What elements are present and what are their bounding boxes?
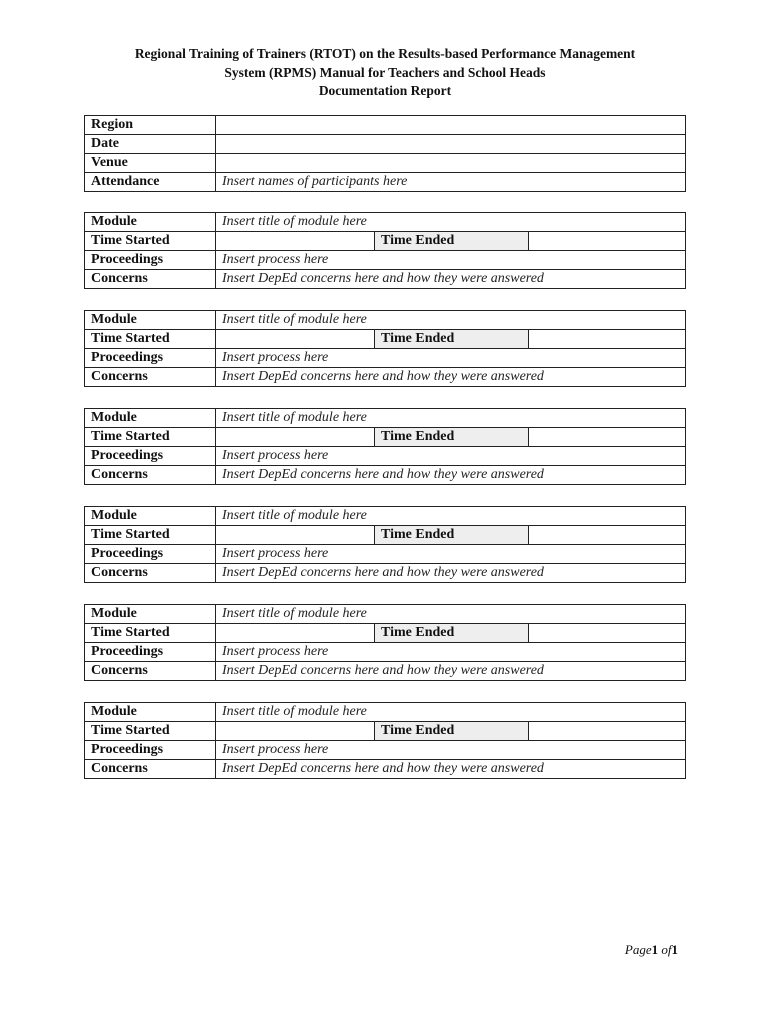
time-row bbox=[85, 428, 686, 447]
module-title-field[interactable]: Insert title of module here bbox=[216, 605, 686, 624]
proceedings-row bbox=[85, 447, 686, 466]
time-ended-label: Time Ended bbox=[375, 428, 529, 447]
venue-label: Venue bbox=[85, 154, 216, 173]
region-row bbox=[85, 116, 686, 135]
time-ended-field[interactable] bbox=[529, 232, 686, 251]
module-row bbox=[85, 311, 686, 330]
proceedings-label: Proceedings bbox=[85, 349, 216, 368]
time-started-field[interactable] bbox=[216, 722, 375, 741]
document-title bbox=[84, 45, 686, 101]
time-ended-label: Time Ended bbox=[375, 624, 529, 643]
time-started-label: Time Started bbox=[85, 624, 216, 643]
module-label: Module bbox=[85, 507, 216, 526]
time-started-field[interactable] bbox=[216, 330, 375, 349]
concerns-row bbox=[85, 564, 686, 583]
proceedings-row bbox=[85, 251, 686, 270]
module-row bbox=[85, 409, 686, 428]
time-started-field[interactable] bbox=[216, 526, 375, 545]
region-field[interactable] bbox=[216, 116, 686, 135]
proceedings-field[interactable]: Insert process here bbox=[216, 447, 686, 466]
concerns-label: Concerns bbox=[85, 760, 216, 779]
module-row bbox=[85, 213, 686, 232]
total-pages: 1 bbox=[671, 942, 678, 957]
module-table bbox=[84, 506, 686, 583]
date-field[interactable] bbox=[216, 135, 686, 154]
proceedings-row bbox=[85, 643, 686, 662]
proceedings-label: Proceedings bbox=[85, 741, 216, 760]
page-word: Page bbox=[624, 942, 652, 957]
concerns-row bbox=[85, 270, 686, 289]
time-ended-label: Time Ended bbox=[375, 722, 529, 741]
time-row bbox=[85, 526, 686, 545]
attendance-field[interactable]: Insert names of participants here bbox=[216, 173, 686, 192]
title-line-2: System (RPMS) Manual for Teachers and School Heads bbox=[224, 64, 546, 80]
concerns-field[interactable]: Insert DepEd concerns here and how they were answered bbox=[216, 270, 686, 289]
concerns-field[interactable]: Insert DepEd concerns here and how they were answered bbox=[216, 760, 686, 779]
attendance-row bbox=[85, 173, 686, 192]
date-row bbox=[85, 135, 686, 154]
module-table bbox=[84, 408, 686, 485]
current-page: 1 bbox=[651, 942, 659, 957]
time-row bbox=[85, 330, 686, 349]
module-label: Module bbox=[85, 311, 216, 330]
concerns-row bbox=[85, 760, 686, 779]
proceedings-label: Proceedings bbox=[85, 447, 216, 466]
module-label: Module bbox=[85, 703, 216, 722]
time-row bbox=[85, 624, 686, 643]
time-ended-label: Time Ended bbox=[375, 526, 529, 545]
event-info-table bbox=[84, 115, 686, 192]
page-number bbox=[625, 942, 678, 958]
proceedings-field[interactable]: Insert process here bbox=[216, 741, 686, 760]
time-started-field[interactable] bbox=[216, 624, 375, 643]
concerns-row bbox=[85, 662, 686, 681]
proceedings-field[interactable]: Insert process here bbox=[216, 643, 686, 662]
date-label: Date bbox=[85, 135, 216, 154]
concerns-field[interactable]: Insert DepEd concerns here and how they were answered bbox=[216, 368, 686, 387]
venue-field[interactable] bbox=[216, 154, 686, 173]
module-row bbox=[85, 703, 686, 722]
concerns-label: Concerns bbox=[85, 564, 216, 583]
module-row bbox=[85, 605, 686, 624]
proceedings-row bbox=[85, 545, 686, 564]
proceedings-label: Proceedings bbox=[85, 643, 216, 662]
time-ended-label: Time Ended bbox=[375, 330, 529, 349]
of-word: of bbox=[661, 942, 672, 957]
time-row bbox=[85, 722, 686, 741]
module-label: Module bbox=[85, 409, 216, 428]
module-table bbox=[84, 212, 686, 289]
module-title-field[interactable]: Insert title of module here bbox=[216, 409, 686, 428]
module-table bbox=[84, 702, 686, 779]
concerns-field[interactable]: Insert DepEd concerns here and how they were answered bbox=[216, 466, 686, 485]
module-title-field[interactable]: Insert title of module here bbox=[216, 703, 686, 722]
module-title-field[interactable]: Insert title of module here bbox=[216, 213, 686, 232]
concerns-row bbox=[85, 466, 686, 485]
proceedings-label: Proceedings bbox=[85, 545, 216, 564]
concerns-row bbox=[85, 368, 686, 387]
concerns-field[interactable]: Insert DepEd concerns here and how they were answered bbox=[216, 662, 686, 681]
proceedings-field[interactable]: Insert process here bbox=[216, 349, 686, 368]
attendance-label: Attendance bbox=[85, 173, 216, 192]
concerns-label: Concerns bbox=[85, 466, 216, 485]
time-ended-field[interactable] bbox=[529, 330, 686, 349]
time-ended-field[interactable] bbox=[529, 624, 686, 643]
time-started-label: Time Started bbox=[85, 526, 216, 545]
time-ended-field[interactable] bbox=[529, 722, 686, 741]
module-label: Module bbox=[85, 213, 216, 232]
proceedings-row bbox=[85, 349, 686, 368]
module-label: Module bbox=[85, 605, 216, 624]
module-table bbox=[84, 310, 686, 387]
concerns-label: Concerns bbox=[85, 270, 216, 289]
time-started-label: Time Started bbox=[85, 330, 216, 349]
time-started-label: Time Started bbox=[85, 722, 216, 741]
title-line-3: Documentation Report bbox=[318, 83, 452, 98]
time-ended-field[interactable] bbox=[529, 526, 686, 545]
title-line-1: Regional Training of Trainers (RTOT) on the Results-based Performance Management bbox=[134, 46, 636, 61]
time-started-label: Time Started bbox=[85, 428, 216, 447]
time-started-field[interactable] bbox=[216, 428, 375, 447]
time-row bbox=[85, 232, 686, 251]
concerns-label: Concerns bbox=[85, 662, 216, 681]
time-started-field[interactable] bbox=[216, 232, 375, 251]
time-ended-label: Time Ended bbox=[375, 232, 529, 251]
module-row bbox=[85, 507, 686, 526]
venue-row bbox=[85, 154, 686, 173]
module-title-field[interactable]: Insert title of module here bbox=[216, 507, 686, 526]
proceedings-label: Proceedings bbox=[85, 251, 216, 270]
module-title-field[interactable]: Insert title of module here bbox=[216, 311, 686, 330]
proceedings-field[interactable]: Insert process here bbox=[216, 251, 686, 270]
concerns-field[interactable]: Insert DepEd concerns here and how they were answered bbox=[216, 564, 686, 583]
region-label: Region bbox=[85, 116, 216, 135]
module-table bbox=[84, 604, 686, 681]
proceedings-row bbox=[85, 741, 686, 760]
proceedings-field[interactable]: Insert process here bbox=[216, 545, 686, 564]
time-ended-field[interactable] bbox=[529, 428, 686, 447]
concerns-label: Concerns bbox=[85, 368, 216, 387]
time-started-label: Time Started bbox=[85, 232, 216, 251]
